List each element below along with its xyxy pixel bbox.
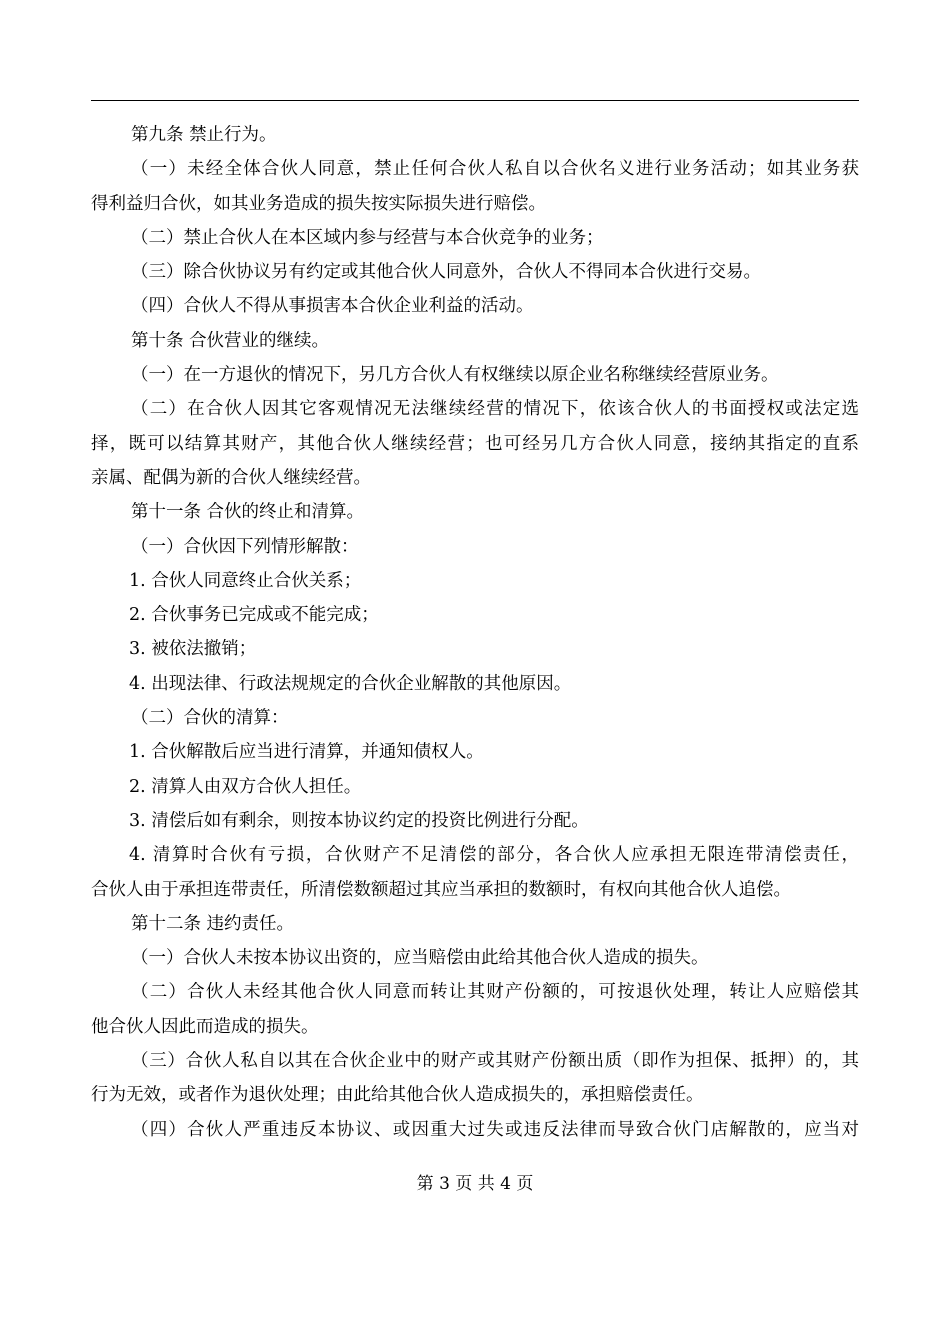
clause-line: （二）禁止合伙人在本区域内参与经营与本合伙竞争的业务； (131, 227, 604, 248)
numbered-item: 4. 出现法律、行政法规规定的合伙企业解散的其他原因。 (129, 673, 572, 694)
header-rule (91, 100, 859, 101)
numbered-item: 2. 清算人由双方合伙人担任。 (129, 776, 362, 797)
numbered-item: 3. 清偿后如有剩余，则按本协议约定的投资比例进行分配。 (129, 810, 589, 831)
clause-line: （三）合伙人私自以其在合伙企业中的财产或其财产份额出质（即作为担保、抵押）的，其 (131, 1051, 859, 1072)
continuation-line: 他合伙人因此而造成的损失。 (91, 1016, 319, 1037)
clause-line: （一）合伙因下列情形解散： (131, 536, 359, 557)
clause-line: （一）未经全体合伙人同意，禁止任何合伙人私自以合伙名义进行业务活动；如其业务获 (131, 159, 859, 180)
article-heading: 第九条 禁止行为。 (131, 125, 277, 145)
article-heading: 第十条 合伙营业的继续。 (131, 330, 330, 351)
clause-line: （四）合伙人不得从事损害本合伙企业利益的活动。 (131, 296, 534, 317)
continuation-line: 合伙人由于承担连带责任，所清偿数额超过其应当承担的数额时，有权向其他合伙人追偿。 (91, 879, 791, 900)
continuation-line: 行为无效，或者作为退伙处理；由此给其他合伙人造成损失的，承担赔偿责任。 (91, 1085, 704, 1106)
numbered-item: 1. 合伙人同意终止合伙关系； (129, 570, 362, 591)
numbered-item: 1. 合伙解散后应当进行清算，并通知债权人。 (129, 742, 484, 763)
page-number: 第 3 页 共 4 页 (416, 1174, 534, 1194)
document-body (91, 118, 859, 1147)
clause-line: （一）在一方退伙的情况下，另几方合伙人有权继续以原企业名称继续经营原业务。 (131, 365, 779, 386)
clause-line: （四）合伙人严重违反本协议、或因重大过失或违反法律而导致合伙门店解散的，应当对 (131, 1119, 859, 1140)
numbered-item: 2. 合伙事务已完成或不能完成； (129, 605, 379, 626)
clause-line: （二）在合伙人因其它客观情况无法继续经营的情况下，依该合伙人的书面授权或法定选 (131, 399, 859, 420)
clause-line: （二）合伙人未经其他合伙人同意而转让其财产份额的，可按退伙处理，转让人应赔偿其 (131, 982, 859, 1003)
continuation-line: 择，既可以结算其财产，其他合伙人继续经营；也可经另几方合伙人同意，接纳其指定的直系 (91, 433, 859, 454)
continuation-line: 得利益归合伙，如其业务造成的损失按实际损失进行赔偿。 (91, 193, 546, 214)
continuation-line: 亲属、配偶为新的合伙人继续经营。 (91, 467, 371, 488)
numbered-item: 3. 被依法撤销； (129, 639, 257, 660)
article-heading: 第十一条 合伙的终止和清算。 (131, 502, 365, 523)
clause-line: （一）合伙人未按本协议出资的，应当赔偿由此给其他合伙人造成的损失。 (131, 948, 709, 969)
article-heading: 第十二条 违约责任。 (131, 913, 295, 934)
clause-line: （三）除合伙协议另有约定或其他合伙人同意外，合伙人不得同本合伙进行交易。 (131, 262, 761, 283)
clause-line: （二）合伙的清算： (131, 708, 289, 729)
numbered-item: 4. 清算时合伙有亏损，合伙财产不足清偿的部分，各合伙人应承担无限连带清偿责任， (129, 845, 859, 866)
